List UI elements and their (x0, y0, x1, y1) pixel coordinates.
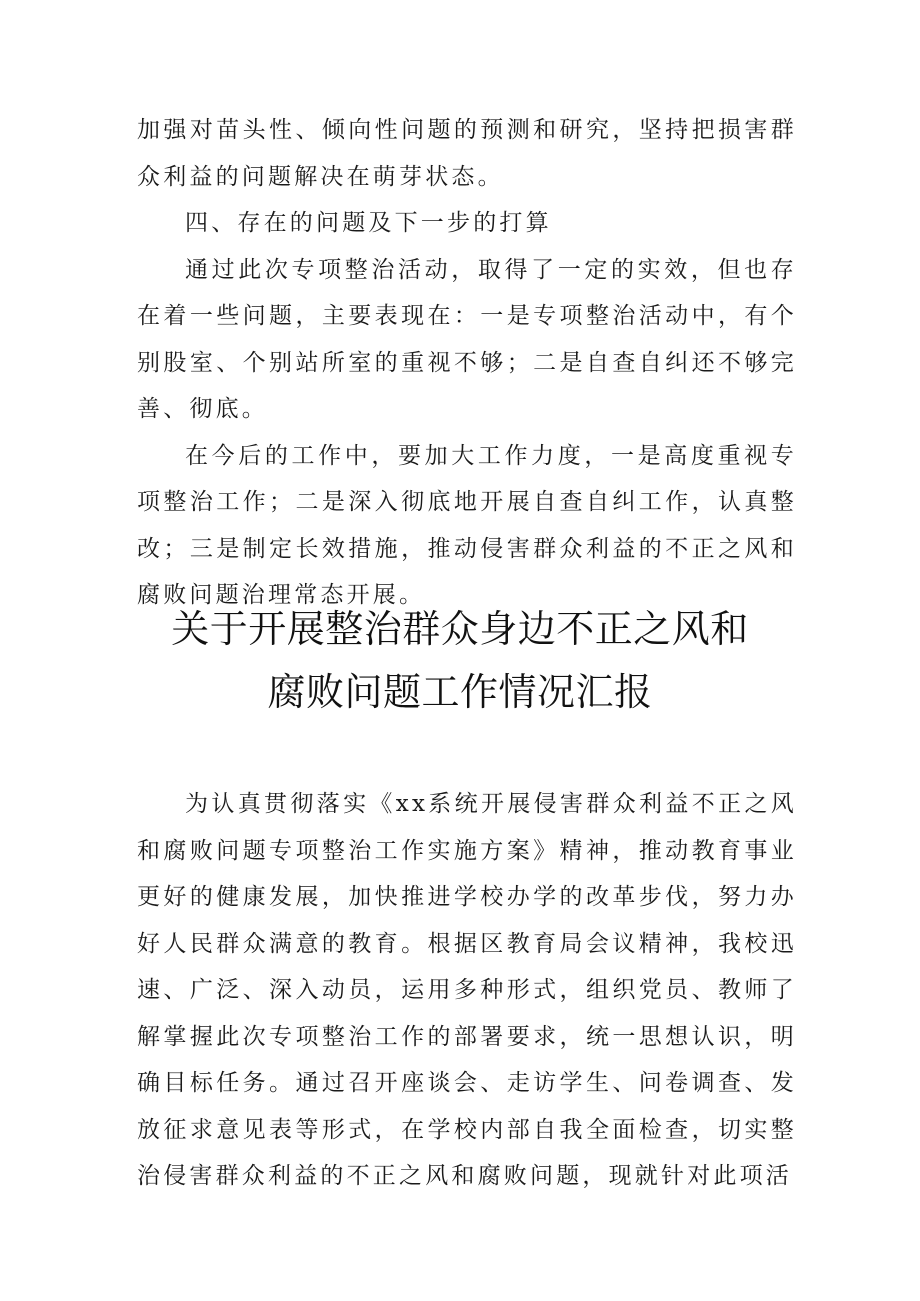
bottom-section (137, 781, 797, 1200)
section-heading: 四、存在的问题及下一步的打算 (185, 210, 552, 236)
top-section (137, 107, 797, 619)
title-line-2: 腐败问题工作情况汇报 (267, 670, 653, 714)
paragraph-continuation: 加强对苗头性、倾向性问题的预测和研究，坚持把损害群众利益的问题解决在萌芽状态。 (137, 117, 797, 190)
paragraph-problems: 通过此次专项整治活动，取得了一定的实效，但也存在着一些问题，主要表现在：一是专项整治活动中，有个别股室、个别站所室的重视不够；二是自查自纠还不够完善、彻底。 (137, 256, 797, 422)
title-line-1: 关于开展整治群众身边不正之风和 (171, 607, 749, 651)
paragraph-next-steps: 在今后的工作中，要加大工作力度，一是高度重视专项整治工作；二是深入彻底地开展自查自纠工作，认真整改；三是制定长效措施，推动侵害群众利益的不正之风和腐败问题治理常态开展。 (137, 442, 797, 608)
paragraph-intro: 为认真贯彻落实《xx系统开展侵害群众利益不正之风和腐败问题专项整治工作实施方案》精神，推动教育事业更好的健康发展，加快推进学校办学的改革步伐，努力办好人民群众满意的教育。根据区教育局会议精神，我校迅速、广泛、深入动员，运用多种形式，组织党员、教师了解掌握此次专项整治工作的部署要求，统一思想认识，明确目标任务。通过召开座谈会、走访学生、问卷调查、发放征求意见表等形式，在学校内部自我全面检查，切实整治侵害群众利益的不正之风和腐败问题，现就针对此项活 (137, 791, 797, 1189)
document-title (0, 598, 920, 724)
